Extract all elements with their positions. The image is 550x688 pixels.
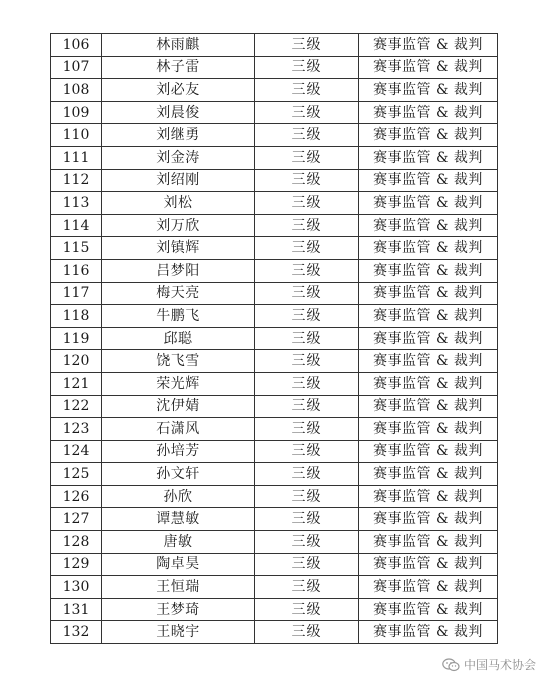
watermark-text: 中国马术协会: [463, 658, 536, 672]
serial-number-cell: 112: [51, 169, 102, 192]
serial-number-cell: 128: [51, 531, 102, 554]
table-row: [51, 418, 498, 441]
level-cell: 三级: [255, 372, 359, 395]
serial-number-cell: 123: [51, 418, 102, 441]
table-row: [51, 508, 498, 531]
serial-number-cell: 131: [51, 598, 102, 621]
role-cell: 赛事监管 & 裁判: [359, 508, 498, 531]
role-cell: 赛事监管 & 裁判: [359, 146, 498, 169]
level-cell: 三级: [255, 146, 359, 169]
level-cell: 三级: [255, 169, 359, 192]
serial-number-cell: 108: [51, 79, 102, 102]
role-cell: 赛事监管 & 裁判: [359, 101, 498, 124]
level-cell: 三级: [255, 350, 359, 373]
serial-number-cell: 113: [51, 192, 102, 215]
level-cell: 三级: [255, 327, 359, 350]
role-cell: 赛事监管 & 裁判: [359, 350, 498, 373]
role-cell: 赛事监管 & 裁判: [359, 372, 498, 395]
table-row: [51, 327, 498, 350]
table-row: [51, 305, 498, 328]
serial-number-cell: 109: [51, 101, 102, 124]
role-cell: 赛事监管 & 裁判: [359, 531, 498, 554]
name-cell: 刘必友: [102, 79, 255, 102]
table-row: [51, 576, 498, 599]
table-row: [51, 34, 498, 57]
table-row: [51, 553, 498, 576]
name-cell: 刘镇辉: [102, 237, 255, 260]
serial-number-cell: 107: [51, 56, 102, 79]
level-cell: 三级: [255, 621, 359, 644]
role-cell: 赛事监管 & 裁判: [359, 169, 498, 192]
name-cell: 王梦琦: [102, 598, 255, 621]
referee-table-body: [51, 34, 498, 644]
level-cell: 三级: [255, 101, 359, 124]
role-cell: 赛事监管 & 裁判: [359, 56, 498, 79]
table-row: [51, 282, 498, 305]
role-cell: 赛事监管 & 裁判: [359, 124, 498, 147]
role-cell: 赛事监管 & 裁判: [359, 576, 498, 599]
table-row: [51, 531, 498, 554]
table-row: [51, 485, 498, 508]
role-cell: 赛事监管 & 裁判: [359, 237, 498, 260]
role-cell: 赛事监管 & 裁判: [359, 395, 498, 418]
account-watermark: [442, 656, 536, 673]
role-cell: 赛事监管 & 裁判: [359, 598, 498, 621]
table-row: [51, 259, 498, 282]
serial-number-cell: 127: [51, 508, 102, 531]
level-cell: 三级: [255, 440, 359, 463]
table-row: [51, 598, 498, 621]
referee-list-sheet: [50, 33, 497, 644]
table-row: [51, 56, 498, 79]
level-cell: 三级: [255, 576, 359, 599]
name-cell: 孙欣: [102, 485, 255, 508]
serial-number-cell: 130: [51, 576, 102, 599]
role-cell: 赛事监管 & 裁判: [359, 553, 498, 576]
level-cell: 三级: [255, 214, 359, 237]
name-cell: 石潇风: [102, 418, 255, 441]
table-row: [51, 395, 498, 418]
role-cell: 赛事监管 & 裁判: [359, 463, 498, 486]
level-cell: 三级: [255, 305, 359, 328]
role-cell: 赛事监管 & 裁判: [359, 259, 498, 282]
level-cell: 三级: [255, 237, 359, 260]
serial-number-cell: 118: [51, 305, 102, 328]
role-cell: 赛事监管 & 裁判: [359, 34, 498, 57]
referee-table: [50, 33, 498, 644]
name-cell: 刘绍刚: [102, 169, 255, 192]
name-cell: 梅天亮: [102, 282, 255, 305]
level-cell: 三级: [255, 124, 359, 147]
name-cell: 刘松: [102, 192, 255, 215]
name-cell: 刘晨俊: [102, 101, 255, 124]
name-cell: 刘万欣: [102, 214, 255, 237]
level-cell: 三级: [255, 79, 359, 102]
serial-number-cell: 114: [51, 214, 102, 237]
role-cell: 赛事监管 & 裁判: [359, 282, 498, 305]
serial-number-cell: 129: [51, 553, 102, 576]
role-cell: 赛事监管 & 裁判: [359, 327, 498, 350]
table-row: [51, 214, 498, 237]
table-row: [51, 440, 498, 463]
level-cell: 三级: [255, 598, 359, 621]
level-cell: 三级: [255, 418, 359, 441]
level-cell: 三级: [255, 282, 359, 305]
serial-number-cell: 106: [51, 34, 102, 57]
level-cell: 三级: [255, 34, 359, 57]
name-cell: 吕梦阳: [102, 259, 255, 282]
level-cell: 三级: [255, 553, 359, 576]
table-row: [51, 192, 498, 215]
table-row: [51, 463, 498, 486]
role-cell: 赛事监管 & 裁判: [359, 621, 498, 644]
role-cell: 赛事监管 & 裁判: [359, 305, 498, 328]
level-cell: 三级: [255, 531, 359, 554]
level-cell: 三级: [255, 259, 359, 282]
level-cell: 三级: [255, 485, 359, 508]
serial-number-cell: 125: [51, 463, 102, 486]
role-cell: 赛事监管 & 裁判: [359, 79, 498, 102]
name-cell: 饶飞雪: [102, 350, 255, 373]
level-cell: 三级: [255, 56, 359, 79]
name-cell: 沈伊婧: [102, 395, 255, 418]
serial-number-cell: 110: [51, 124, 102, 147]
name-cell: 荣光辉: [102, 372, 255, 395]
serial-number-cell: 119: [51, 327, 102, 350]
serial-number-cell: 126: [51, 485, 102, 508]
level-cell: 三级: [255, 463, 359, 486]
role-cell: 赛事监管 & 裁判: [359, 440, 498, 463]
serial-number-cell: 120: [51, 350, 102, 373]
serial-number-cell: 111: [51, 146, 102, 169]
serial-number-cell: 116: [51, 259, 102, 282]
table-row: [51, 621, 498, 644]
role-cell: 赛事监管 & 裁判: [359, 192, 498, 215]
table-row: [51, 101, 498, 124]
table-row: [51, 169, 498, 192]
role-cell: 赛事监管 & 裁判: [359, 485, 498, 508]
serial-number-cell: 132: [51, 621, 102, 644]
serial-number-cell: 117: [51, 282, 102, 305]
name-cell: 孙文轩: [102, 463, 255, 486]
name-cell: 林雨麒: [102, 34, 255, 57]
name-cell: 王晓宇: [102, 621, 255, 644]
level-cell: 三级: [255, 508, 359, 531]
name-cell: 刘继勇: [102, 124, 255, 147]
serial-number-cell: 115: [51, 237, 102, 260]
serial-number-cell: 121: [51, 372, 102, 395]
table-row: [51, 146, 498, 169]
table-row: [51, 79, 498, 102]
name-cell: 邱聪: [102, 327, 255, 350]
name-cell: 牛鹏飞: [102, 305, 255, 328]
level-cell: 三级: [255, 395, 359, 418]
name-cell: 谭慧敏: [102, 508, 255, 531]
name-cell: 刘金涛: [102, 146, 255, 169]
wechat-icon: [442, 658, 460, 672]
name-cell: 陶卓昊: [102, 553, 255, 576]
table-row: [51, 237, 498, 260]
name-cell: 唐敏: [102, 531, 255, 554]
role-cell: 赛事监管 & 裁判: [359, 214, 498, 237]
table-row: [51, 350, 498, 373]
level-cell: 三级: [255, 192, 359, 215]
table-row: [51, 124, 498, 147]
serial-number-cell: 124: [51, 440, 102, 463]
role-cell: 赛事监管 & 裁判: [359, 418, 498, 441]
name-cell: 王恒瑞: [102, 576, 255, 599]
table-row: [51, 372, 498, 395]
serial-number-cell: 122: [51, 395, 102, 418]
name-cell: 林子雷: [102, 56, 255, 79]
name-cell: 孙培芳: [102, 440, 255, 463]
